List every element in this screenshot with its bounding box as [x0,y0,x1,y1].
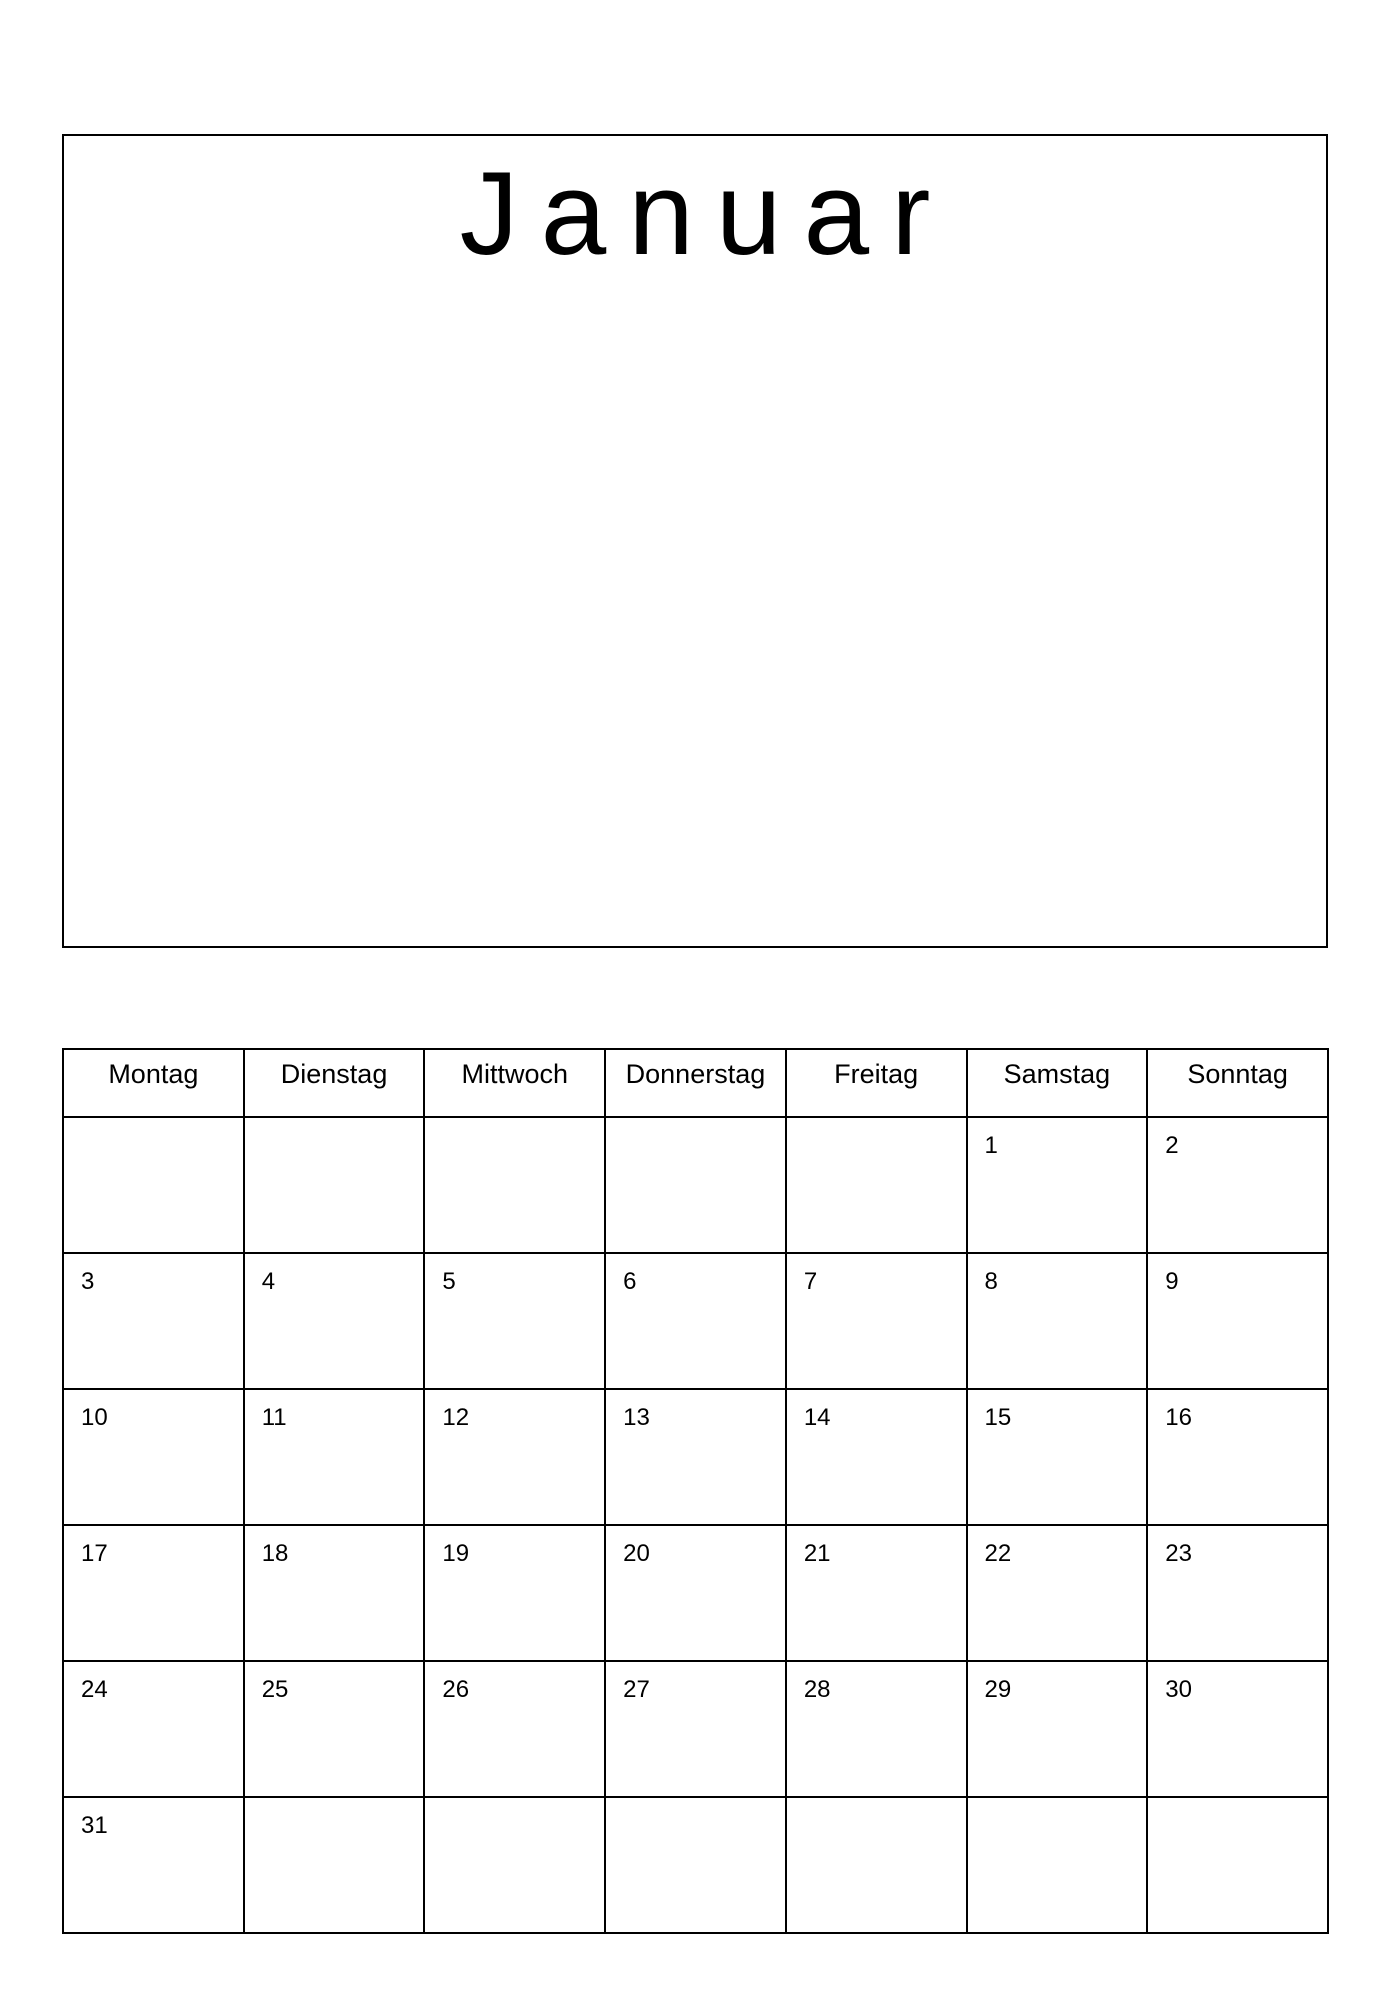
day-cell: 1 [967,1117,1148,1253]
week-row [63,1389,1328,1525]
weekday-header: Freitag [786,1049,967,1117]
day-cell [786,1117,967,1253]
day-cell: 10 [63,1389,244,1525]
day-cell [424,1117,605,1253]
day-cell: 5 [424,1253,605,1389]
day-cell: 4 [244,1253,425,1389]
weekday-header: Samstag [967,1049,1148,1117]
weekday-header-row [63,1049,1328,1117]
day-cell: 30 [1147,1661,1328,1797]
day-cell: 29 [967,1661,1148,1797]
day-cell: 9 [1147,1253,1328,1389]
day-cell: 25 [244,1661,425,1797]
day-cell: 18 [244,1525,425,1661]
photo-frame [62,134,1328,948]
day-cell: 23 [1147,1525,1328,1661]
day-cell: 6 [605,1253,786,1389]
day-cell: 26 [424,1661,605,1797]
day-cell [967,1797,1148,1933]
week-row [63,1525,1328,1661]
day-cell: 7 [786,1253,967,1389]
day-cell: 28 [786,1661,967,1797]
day-cell: 22 [967,1525,1148,1661]
day-cell: 27 [605,1661,786,1797]
week-row [63,1797,1328,1933]
day-cell: 15 [967,1389,1148,1525]
day-cell: 11 [244,1389,425,1525]
day-cell [605,1797,786,1933]
day-cell [605,1117,786,1253]
day-cell: 31 [63,1797,244,1933]
day-cell [786,1797,967,1933]
day-cell: 20 [605,1525,786,1661]
day-cell: 19 [424,1525,605,1661]
day-cell [244,1117,425,1253]
calendar-grid [62,1048,1329,1934]
day-cell: 12 [424,1389,605,1525]
day-cell [424,1797,605,1933]
week-row [63,1253,1328,1389]
day-cell: 21 [786,1525,967,1661]
weekday-header: Montag [63,1049,244,1117]
day-cell: 17 [63,1525,244,1661]
weekday-header: Mittwoch [424,1049,605,1117]
week-row [63,1661,1328,1797]
week-row [63,1117,1328,1253]
weekday-header: Dienstag [244,1049,425,1117]
weekday-header: Donnerstag [605,1049,786,1117]
weekday-header: Sonntag [1147,1049,1328,1117]
month-title: Januar [459,148,953,280]
day-cell: 16 [1147,1389,1328,1525]
day-cell [244,1797,425,1933]
day-cell: 14 [786,1389,967,1525]
day-cell: 13 [605,1389,786,1525]
day-cell [63,1117,244,1253]
day-cell: 24 [63,1661,244,1797]
day-cell: 3 [63,1253,244,1389]
day-cell [1147,1797,1328,1933]
day-cell: 8 [967,1253,1148,1389]
day-cell: 2 [1147,1117,1328,1253]
